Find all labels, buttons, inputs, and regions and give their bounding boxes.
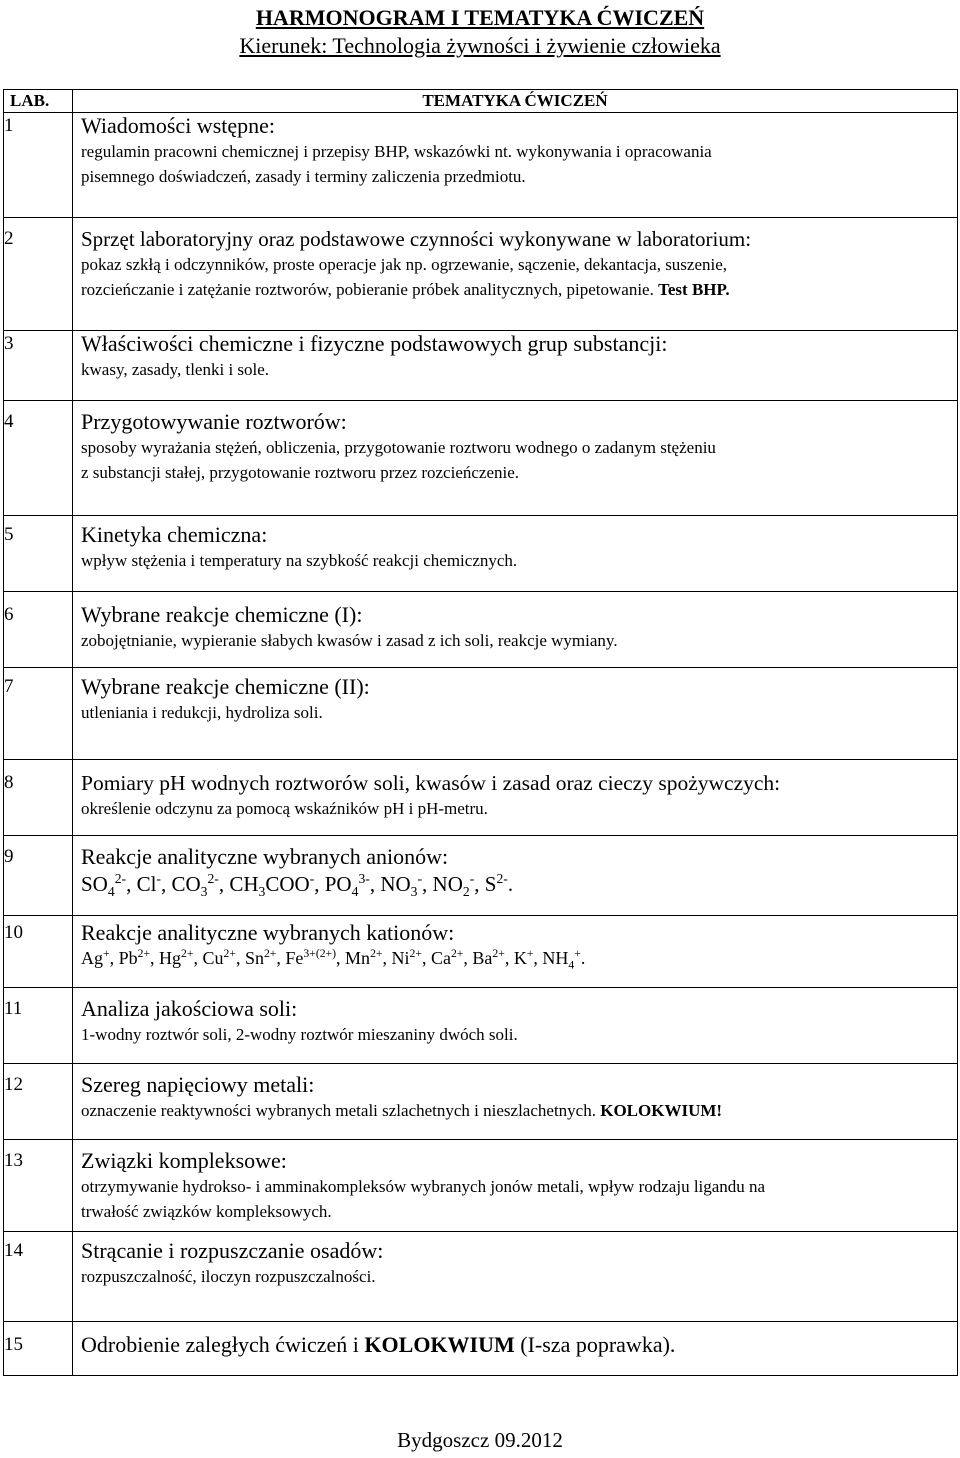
- table-row: [4, 836, 958, 916]
- table-row: [4, 760, 958, 836]
- row-heading-text: Odrobienie zaległych ćwiczeń i: [81, 1332, 365, 1357]
- row-description: kwasy, zasady, tlenki i sole.: [81, 360, 270, 379]
- footer-place-date: Bydgoszcz 09.2012: [397, 1428, 563, 1452]
- row-content: [73, 331, 958, 401]
- schedule-table: [3, 89, 958, 1376]
- row-number: 6: [4, 592, 73, 668]
- row-number: 4: [4, 401, 73, 516]
- row-description: pisemnego doświadczeń, zasady i terminy zaliczenia przedmiotu.: [81, 167, 526, 186]
- row-number: 7: [4, 668, 73, 760]
- row-heading: Przygotowywanie roztworów:: [81, 409, 347, 434]
- row-heading: Wiadomości wstępne:: [81, 113, 276, 138]
- row-content: [73, 668, 958, 760]
- row-content: [73, 1232, 958, 1322]
- table-row: [4, 113, 958, 218]
- row-number: 9: [4, 836, 73, 916]
- row-description: otrzymywanie hydrokso- i amminakompleksów wybranych jonów metali, wpływ rodzaju ligandu na: [81, 1177, 766, 1196]
- row-heading: Właściwości chemiczne i fizyczne podstawowych grup substancji:: [81, 331, 668, 356]
- row-heading: Wybrane reakcje chemiczne (I):: [81, 602, 363, 627]
- row-description: pokaz szkłą i odczynników, proste operacje jak np. ogrzewanie, sączenie, dekantacja, suszenie,: [81, 255, 728, 274]
- table-row: [4, 218, 958, 331]
- row-heading: Strącanie i rozpuszczanie osadów:: [81, 1238, 384, 1263]
- row-description: określenie odczynu za pomocą wskaźników pH i pH-metru.: [81, 799, 488, 818]
- row-heading-text: (I-sza poprawka).: [514, 1332, 676, 1357]
- row-content: [73, 988, 958, 1064]
- row-bold-note: KOLOKWIUM!: [600, 1101, 723, 1120]
- table-header-row: [4, 90, 958, 113]
- row-description: wpływ stężenia i temperatury na szybkość reakcji chemicznych.: [81, 551, 518, 570]
- row-content: [73, 1322, 958, 1376]
- row-content: [73, 218, 958, 331]
- row-number: 11: [4, 988, 73, 1064]
- row-description: regulamin pracowni chemicznej i przepisy BHP, wskazówki nt. wykonywania i opracowania: [81, 142, 712, 161]
- cation-list: Ag+, $Pb^{2+}$, $Hg^{2+}$, $Cu^{2+}$, $Sn^{2+}$, $Fe^{3+(2+)}$, $Mn^{2+}$, $Ni^{2+}$, $Ca^{2+}$, $Ba^{2+}$, K+, $NH_4^+$.: [81, 947, 586, 972]
- table-row: [4, 1064, 958, 1140]
- table-row: [4, 516, 958, 592]
- row-content: [73, 916, 958, 988]
- row-description: zobojętnianie, wypieranie słabych kwasów i zasad z ich soli, reakcje wymiany.: [81, 631, 618, 650]
- row-number: 10: [4, 916, 73, 988]
- row-heading: Sprzęt laboratoryjny oraz podstawowe czynności wykonywane w laboratorium:: [81, 227, 752, 251]
- row-heading: Pomiary pH wodnych roztworów soli, kwasów i zasad oraz cieczy spożywczych:: [81, 771, 781, 795]
- row-number: 13: [4, 1140, 73, 1232]
- header-topic: TEMATYKA ĆWICZEŃ: [73, 90, 958, 113]
- row-heading: Kinetyka chemiczna:: [81, 522, 268, 547]
- row-description: z substancji stałej, przygotowanie roztworu przez rozcieńczenie.: [81, 463, 520, 482]
- row-bold-note: KOLOKWIUM: [364, 1332, 515, 1357]
- row-description: 1-wodny roztwór soli, 2-wodny roztwór mieszaniny dwóch soli.: [81, 1025, 518, 1044]
- row-heading: Reakcje analityczne wybranych kationów:: [81, 920, 455, 945]
- row-number: 3: [4, 331, 73, 401]
- row-heading: Reakcje analityczne wybranych anionów:: [81, 844, 449, 869]
- row-description: oznaczenie reaktywności wybranych metali szlachetnych i nieszlachetnych.: [81, 1101, 596, 1120]
- row-number: 8: [4, 760, 73, 836]
- anion-list: $SO_4^{2-}$, Cl-, $CO_3^{2-}$, $CH_3COO^-$, $PO_4^{3-}$, $NO_3^-$, $NO_2^-$, $S^{2-}$.: [81, 871, 514, 900]
- table-row: [4, 1322, 958, 1376]
- row-heading: Związki kompleksowe:: [81, 1148, 287, 1173]
- row-number: 1: [4, 113, 73, 218]
- row-content: [73, 836, 958, 916]
- row-content: [73, 1140, 958, 1232]
- table-row: [4, 401, 958, 516]
- row-number: 14: [4, 1232, 73, 1322]
- row-description: utleniania i redukcji, hydroliza soli.: [81, 703, 323, 722]
- row-content: [73, 113, 958, 218]
- row-heading: [73, 1332, 957, 1358]
- row-number: 2: [4, 218, 73, 331]
- row-number: 5: [4, 516, 73, 592]
- table-row: [4, 331, 958, 401]
- row-content: [73, 516, 958, 592]
- row-heading: Szereg napięciowy metali:: [81, 1072, 315, 1097]
- row-heading: Analiza jakościowa soli:: [81, 996, 298, 1021]
- row-description: rozcieńczanie i zatężanie roztworów, pobieranie próbek analitycznych, pipetowanie.: [81, 280, 654, 299]
- table-row: [4, 988, 958, 1064]
- table-row: [4, 1232, 958, 1322]
- row-description: sposoby wyrażania stężeń, obliczenia, przygotowanie roztworu wodnego o zadanym stężeniu: [81, 438, 716, 457]
- row-description: trwałość związków kompleksowych.: [81, 1202, 332, 1221]
- table-row: [4, 1140, 958, 1232]
- row-bold-note: Test BHP.: [658, 280, 730, 299]
- row-content: [73, 401, 958, 516]
- table-row: [4, 592, 958, 668]
- table-row: [4, 668, 958, 760]
- row-content: [73, 1064, 958, 1140]
- table-row: [4, 916, 958, 988]
- row-heading: Wybrane reakcje chemiczne (II):: [81, 674, 370, 699]
- row-description: rozpuszczalność, iloczyn rozpuszczalności.: [81, 1267, 376, 1286]
- row-number: 15: [4, 1322, 73, 1376]
- row-content: [73, 760, 958, 836]
- row-content: [73, 592, 958, 668]
- page-subtitle: Kierunek: Technologia żywności i żywienie człowieka: [239, 33, 721, 58]
- page-title: HARMONOGRAM I TEMATYKA ĆWICZEŃ: [255, 5, 705, 30]
- row-number: 12: [4, 1064, 73, 1140]
- header-lab: LAB.: [4, 90, 73, 113]
